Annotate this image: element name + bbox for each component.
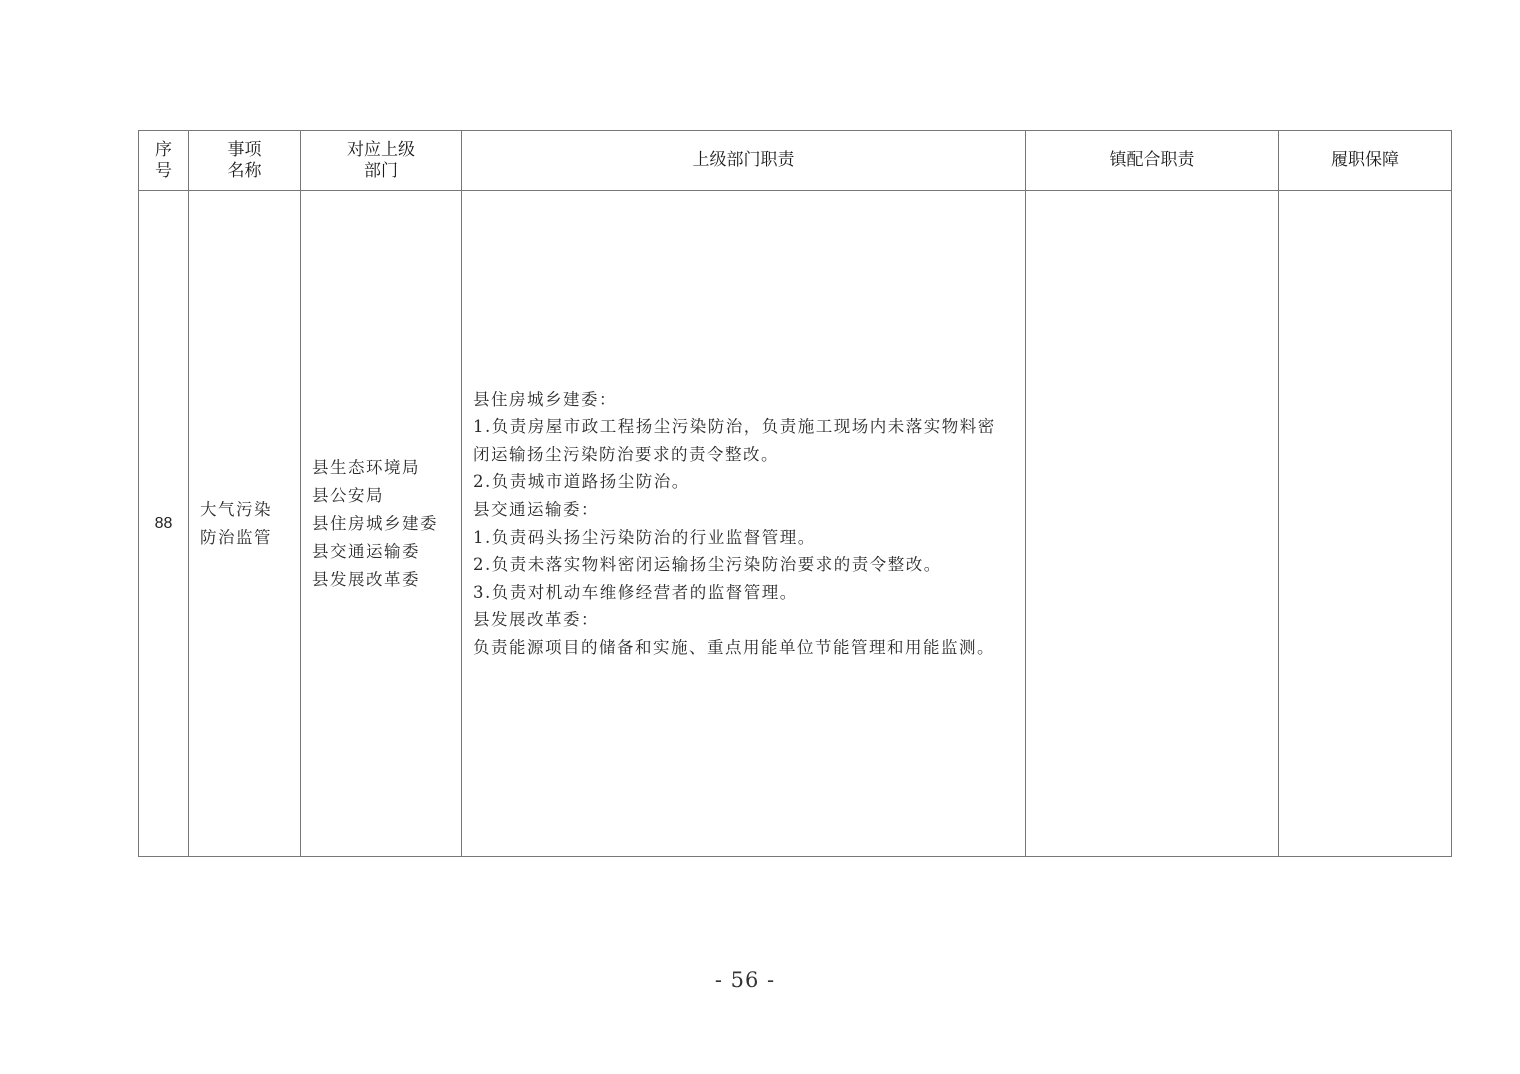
duty-line: 1.负责房屋市政工程扬尘污染防治，负责施工现场内未落实物料密: [473, 417, 996, 437]
duty-line: 1.负责码头扬尘污染防治的行业监督管理。: [473, 527, 816, 547]
duty-line: 2.负责未落实物料密闭运输扬尘污染防治要求的责令整改。: [473, 555, 942, 575]
department-item: 县交通运输委: [312, 541, 420, 561]
page-number: - 56 -: [714, 968, 776, 992]
header-guarantee: 履职保障: [1279, 131, 1452, 191]
header-town-duties: 镇配合职责: [1026, 131, 1279, 191]
duty-line: 2.负责城市道路扬尘防治。: [473, 472, 690, 492]
department-item: 县住房城乡建委: [312, 513, 438, 533]
cell-superior-duties: [462, 191, 1026, 857]
cell-item-name: 大气污染 防治监管: [189, 191, 301, 857]
duty-line: 县交通运输委：: [473, 499, 599, 519]
cell-town-duties: [1026, 191, 1279, 857]
header-item-name: 事项 名称: [189, 131, 301, 191]
duty-line: 负责能源项目的储备和实施、重点用能单位节能管理和用能监测。: [473, 637, 995, 657]
header-seq: 序 号: [139, 131, 189, 191]
duty-line: 县发展改革委：: [473, 610, 599, 630]
header-superior-dept: 对应上级 部门: [301, 131, 462, 191]
cell-departments: [301, 191, 462, 857]
cell-guarantee: [1279, 191, 1452, 857]
header-superior-duties: 上级部门职责: [462, 131, 1026, 191]
header-row: [139, 131, 1452, 191]
duty-line: 3.负责对机动车维修经营者的监督管理。: [473, 582, 798, 602]
duty-line: 闭运输扬尘污染防治要求的责令整改。: [473, 444, 779, 464]
cell-seq: 88: [139, 191, 189, 857]
department-item: 县生态环境局: [312, 457, 420, 477]
table-row: [139, 191, 1452, 857]
department-item: 县公安局: [312, 485, 384, 505]
department-item: 县发展改革委: [312, 569, 420, 589]
duty-table: [138, 130, 1452, 857]
duty-line: 县住房城乡建委：: [473, 389, 617, 409]
